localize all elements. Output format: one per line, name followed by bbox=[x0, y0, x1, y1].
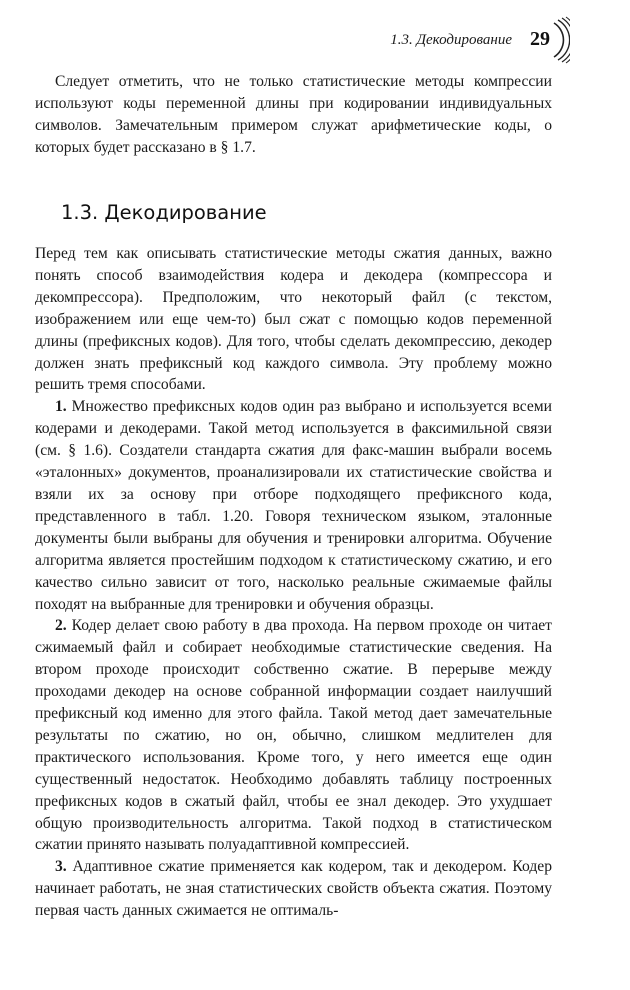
running-head-title: 1.3. Декодирование bbox=[390, 32, 512, 48]
lead-paragraph: Перед тем как описывать статистические методы сжатия данных, важно понять способ взаимодействия кодера и декодера (компрессора и декомпрессора). Предположим, что некоторый файл (с текстом, изображением или еще чем-то) был сжат с помощью кодов переменной длины (префиксных кодов). Для того, чтобы сделать декомпрессию, декодер должен знать префиксный код каждого символа. Эту проблему можно решить тремя способами. bbox=[35, 245, 552, 394]
intro-paragraph: Следует отметить, что не только статистические методы компрессии используют коды переменной длины при кодировании индивидуальных символов. Замечательным примером служат арифметические коды, о которых будет рассказано в § 1.7. bbox=[35, 73, 552, 156]
page-number: 29 bbox=[530, 28, 550, 50]
section-body bbox=[35, 243, 552, 922]
list-item-number: 3. bbox=[55, 858, 67, 876]
list-item-1 bbox=[35, 396, 552, 615]
list-item-text: Множество префиксных кодов один раз выбрано и используется всеми кодерами и декодерами. Такой метод используется в факсимильной связи (см. § 1.6). Создатели стандарта сжатия для факс-машин выбрали восемь «эталонных» документов, проанализировали их статистические свойства и взяли их за основу при отборе подходящего префиксного кода, представленного в табл. 1.20. Говоря техническом языком, эталонные документы были выбраны для обучения и тренировки алгоритма. Обучение алгоритма является простейшим подходом к статистическому сжатию, и его качество сильно зависит от того, насколько реальные сжимаемые файлы походят на выбранные для тренировки и обучения образцы. bbox=[35, 398, 553, 613]
list-item-2 bbox=[35, 615, 552, 856]
page-number-badge bbox=[520, 14, 570, 64]
list-item-3 bbox=[35, 856, 552, 922]
intro-block bbox=[35, 71, 552, 159]
list-item-text: Кодер делает свою работу в два прохода. На первом проходе он читает сжимаемый файл и собирает необходимые статистические сведения. На втором проходе происходит собственно сжатие. В перерыве между проходами декодер на основе собранной информации создает наилучший префиксный код именно для этого файла. Такой метод дает замечательные результаты по сжатию, но он, обычно, слишком медлителен для практического использования. Кроме того, у него имеется еще один существенный недостаток. Необходимо добавлять таблицу построенных префиксных кодов в сжатый файл, чтобы ее знал декодер. Это ухудшает общую производительность алгоритма. Такой подход в статистическом сжатии принято называть полуадаптивной компрессией. bbox=[35, 617, 552, 854]
list-item-text: Адаптивное сжатие применяется как кодером, так и декодером. Кодер начинает работать, не зная статистических свойств объекта сжатия. Поэтому первая часть данных сжимается не оптималь- bbox=[35, 858, 552, 920]
list-item-number: 2. bbox=[55, 617, 67, 635]
section-heading: 1.3. Декодирование bbox=[61, 201, 267, 224]
list-item-number: 1. bbox=[55, 398, 67, 416]
